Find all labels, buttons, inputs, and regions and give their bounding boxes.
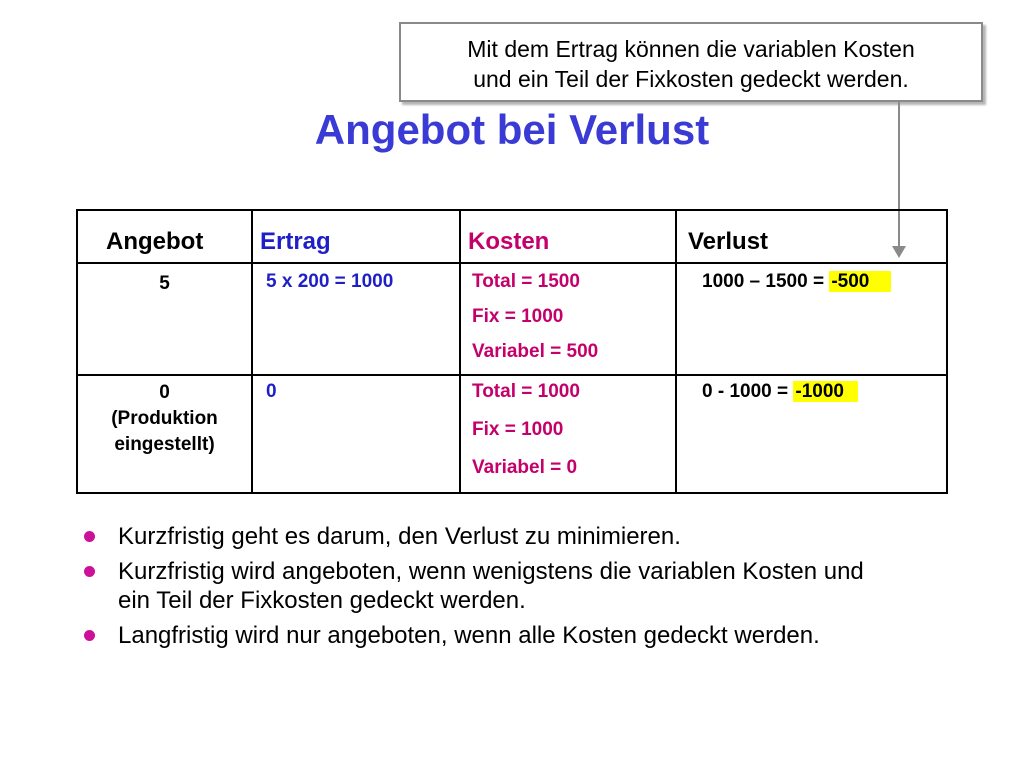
row2-verlust-value: -1000 xyxy=(793,381,858,402)
row1-verlust xyxy=(702,270,891,294)
bullet-item xyxy=(82,621,882,650)
bullet-dot-icon xyxy=(84,531,95,542)
row1-kosten-total: Total = 1500 xyxy=(472,271,580,292)
row2-verlust xyxy=(702,380,858,404)
header-ertrag: Ertrag xyxy=(260,228,331,255)
page-title: Angebot bei Verlust xyxy=(314,106,710,153)
bullet-item xyxy=(82,522,882,551)
column-divider xyxy=(459,211,461,492)
column-divider xyxy=(251,211,253,492)
row2-kosten-variabel: Variabel = 0 xyxy=(472,457,578,478)
bullet-dot-icon xyxy=(84,566,95,577)
header-divider xyxy=(78,262,946,264)
bullet-text: Kurzfristig geht es darum, den Verlust zu minimieren. xyxy=(118,523,681,550)
row2-angebot-value: 0 xyxy=(159,382,170,403)
row1-angebot-value: 5 xyxy=(159,273,170,294)
bullet-item xyxy=(82,557,882,615)
row2-ertrag: 0 xyxy=(266,381,277,402)
row1-kosten-variabel: Variabel = 500 xyxy=(472,341,599,362)
row1-verlust-expression: 1000 – 1500 = xyxy=(702,271,830,292)
callout-line-2: und ein Teil der Fixkosten gedeckt werden. xyxy=(473,66,909,92)
row1-verlust-value: -500 xyxy=(829,271,891,292)
bullet-text: Kurzfristig wird angeboten, wenn wenigstens die variablen Kosten und ein Teil der Fixkosten gedeckt werden. xyxy=(118,558,864,614)
row2-angebot-note-1: (Produktion xyxy=(111,408,218,429)
bullet-dot-icon xyxy=(84,630,95,641)
row2-kosten-fix: Fix = 1000 xyxy=(472,419,564,440)
bullet-text: Langfristig wird nur angeboten, wenn alle Kosten gedeckt werden. xyxy=(118,622,820,649)
row2-kosten xyxy=(472,380,580,480)
row1-kosten xyxy=(472,270,598,364)
header-angebot: Angebot xyxy=(106,228,204,255)
row2-angebot-note-2: eingestellt) xyxy=(114,434,215,455)
callout-line-1: Mit dem Ertrag können die variablen Kosten xyxy=(467,36,915,62)
row1-kosten-fix: Fix = 1000 xyxy=(472,306,564,327)
row1-ertrag: 5 x 200 = 1000 xyxy=(266,271,394,292)
bullet-list xyxy=(82,522,882,656)
column-divider xyxy=(675,211,677,492)
row-divider xyxy=(78,374,946,376)
header-kosten: Kosten xyxy=(468,228,550,255)
row2-angebot xyxy=(78,380,251,458)
header-verlust: Verlust xyxy=(688,228,769,255)
row1-angebot xyxy=(78,272,251,296)
row2-kosten-total: Total = 1000 xyxy=(472,381,580,402)
callout-box xyxy=(399,22,983,102)
loss-table xyxy=(76,209,948,494)
row2-verlust-expression: 0 - 1000 = xyxy=(702,381,794,402)
